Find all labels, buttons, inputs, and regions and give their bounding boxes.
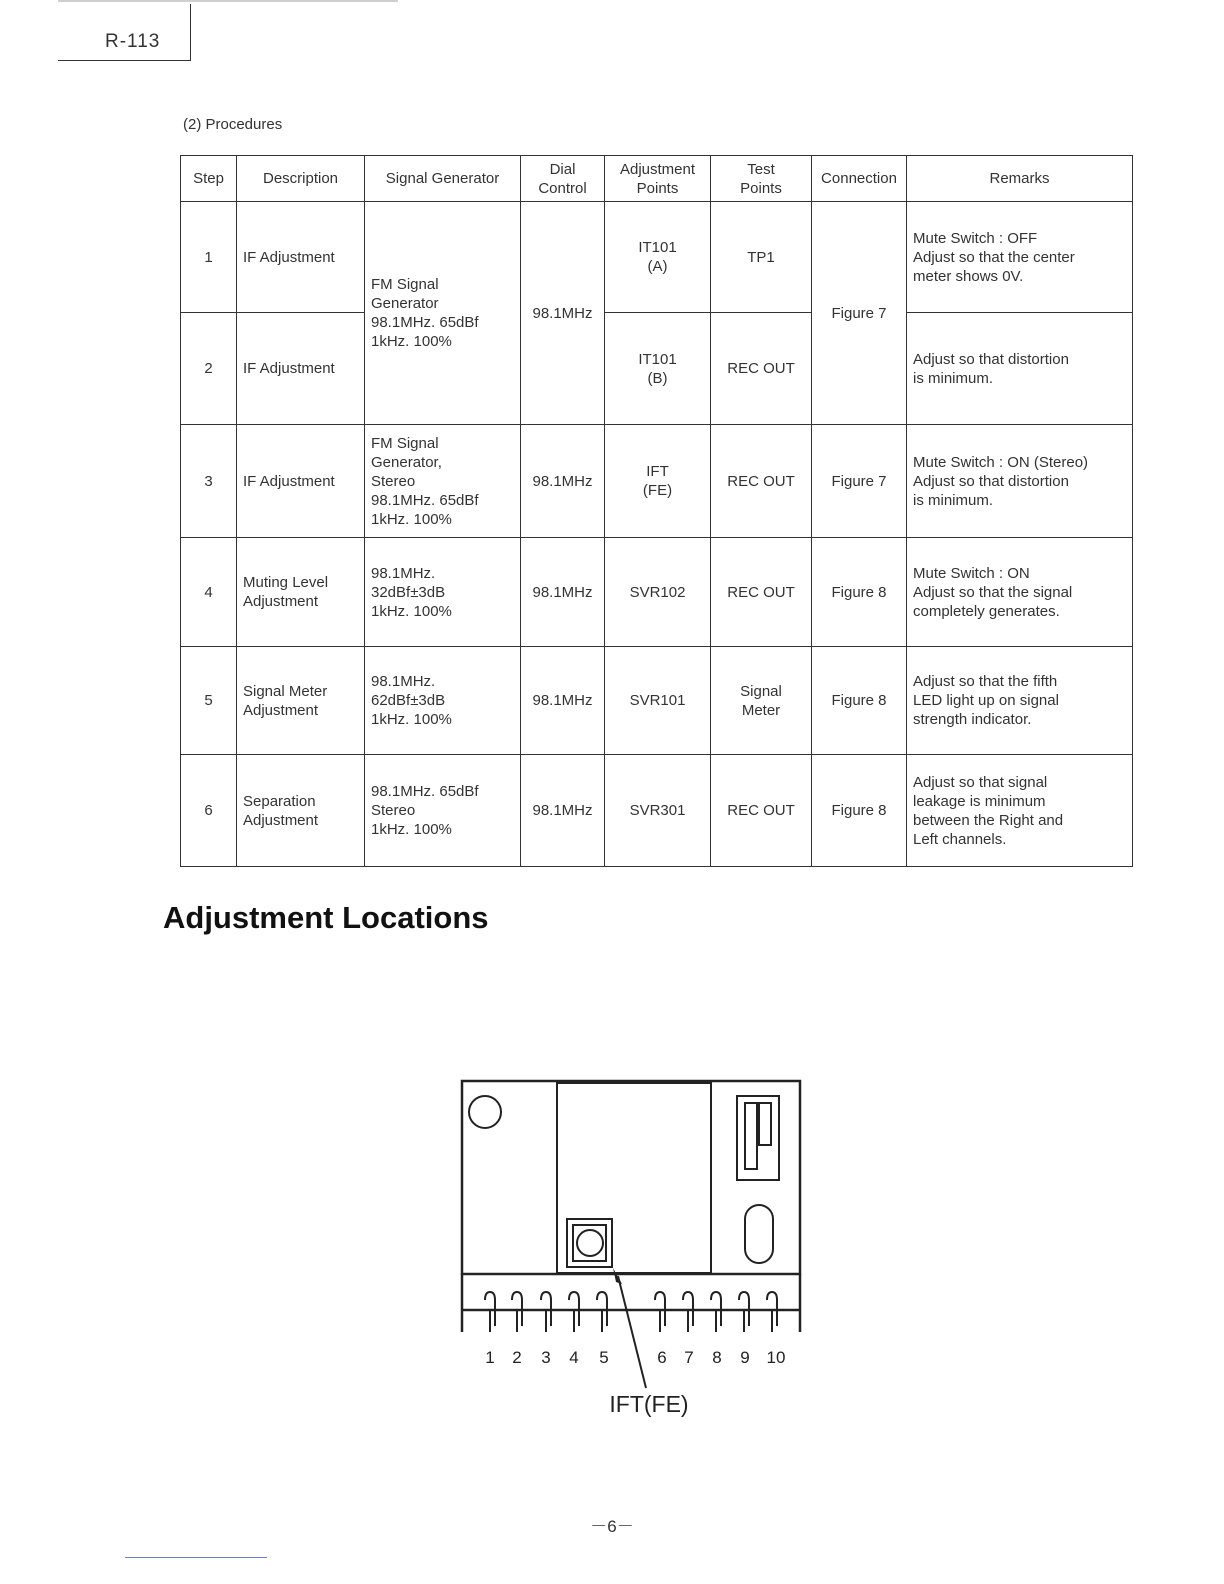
cell-remarks: Adjust so that the fifth LED light up on signal strength indicator. [907,647,1133,755]
model-code: R-113 [105,31,161,52]
cell-description: Separation Adjustment [237,755,365,867]
pin-label-8: 8 [712,1348,722,1367]
header-dial-control: Dial Control [521,156,605,202]
cell-step: 3 [181,425,237,538]
callout-arrowhead [613,1268,622,1284]
section-label: (2) Procedures [183,116,283,133]
cell-test-point: Signal Meter [711,647,812,755]
cell-signal-generator: FM Signal Generator, Stereo 98.1MHz. 65dBf 1kHz. 100% [365,425,521,538]
pin-label-5: 5 [599,1348,609,1367]
cell-dial: 98.1MHz [521,538,605,647]
cell-step: 2 [181,313,237,425]
table-row [181,647,1133,755]
cell-step: 6 [181,755,237,867]
cell-step: 5 [181,647,237,755]
header-test-points: Test Points [711,156,812,202]
table-row [181,538,1133,647]
oval-component [745,1205,773,1263]
cell-description: Signal Meter Adjustment [237,647,365,755]
cell-connection: Figure 7 [812,202,907,425]
table-row [181,755,1133,867]
cell-signal-generator: 98.1MHz. 65dBf Stereo 1kHz. 100% [365,755,521,867]
cell-adjustment-point: SVR301 [605,755,711,867]
cell-adjustment-point: IT101 (A) [605,202,711,313]
header-description: Description [237,156,365,202]
pin-label-2: 2 [512,1348,522,1367]
table-row [181,425,1133,538]
cell-test-point: REC OUT [711,313,812,425]
top-rule [58,0,398,2]
cell-connection: Figure 8 [812,538,907,647]
cell-adjustment-point: SVR101 [605,647,711,755]
header-step: Step [181,156,237,202]
cell-adjustment-point: IT101 (B) [605,313,711,425]
page-number: －6－ [590,1517,634,1536]
section-title: Adjustment Locations [163,900,489,935]
mounting-hole [469,1096,501,1128]
callout-line [618,1276,646,1388]
cell-dial: 98.1MHz [521,755,605,867]
cell-signal-generator: 98.1MHz. 32dBf±3dB 1kHz. 100% [365,538,521,647]
shield-section [557,1083,711,1273]
header-adjustment-points: Adjustment Points [605,156,711,202]
cell-connection: Figure 7 [812,425,907,538]
header-connection: Connection [812,156,907,202]
pin-label-1: 1 [485,1348,495,1367]
pin-label-4: 4 [569,1348,579,1367]
cell-test-point: TP1 [711,202,812,313]
pin-label-10: 10 [766,1348,786,1367]
connector-slot-right [759,1103,771,1145]
cell-step: 1 [181,202,237,313]
cell-signal-generator: 98.1MHz. 62dBf±3dB 1kHz. 100% [365,647,521,755]
cell-remarks: Mute Switch : OFF Adjust so that the center meter shows 0V. [907,202,1133,313]
bottom-link-line [125,1557,267,1558]
table-row [181,313,1133,425]
ift-coil-core [577,1230,603,1256]
callout-label: IFT(FE) [609,1391,689,1417]
cell-description: Muting Level Adjustment [237,538,365,647]
cell-test-point: REC OUT [711,425,812,538]
cell-test-point: REC OUT [711,538,812,647]
cell-description: IF Adjustment [237,313,365,425]
cell-signal-generator: FM Signal Generator 98.1MHz. 65dBf 1kHz. 100% [365,202,521,425]
pin-label-7: 7 [684,1348,694,1367]
cell-remarks: Mute Switch : ON (Stereo) Adjust so that distortion is minimum. [907,425,1133,538]
cell-description: IF Adjustment [237,202,365,313]
cell-adjustment-point: IFT (FE) [605,425,711,538]
procedures-table [180,155,1133,867]
header-signal-generator: Signal Generator [365,156,521,202]
cell-connection: Figure 8 [812,755,907,867]
cell-connection: Figure 8 [812,647,907,755]
header-remarks: Remarks [907,156,1133,202]
table-header-row [181,156,1133,202]
connector-slot-left [745,1103,757,1169]
cell-remarks: Adjust so that distortion is minimum. [907,313,1133,425]
cell-remarks: Adjust so that signal leakage is minimum between the Right and Left channels. [907,755,1133,867]
cell-adjustment-point: SVR102 [605,538,711,647]
cell-test-point: REC OUT [711,755,812,867]
model-box [58,4,191,61]
cell-dial: 98.1MHz [521,425,605,538]
cell-dial: 98.1MHz [521,647,605,755]
cell-dial: 98.1MHz [521,202,605,425]
adjustment-locations-diagram [440,1070,820,1430]
board-outline [462,1081,800,1274]
pin-label-6: 6 [657,1348,667,1367]
table-row [181,202,1133,313]
pin-label-3: 3 [541,1348,551,1367]
cell-description: IF Adjustment [237,425,365,538]
cell-step: 4 [181,538,237,647]
pin-label-9: 9 [740,1348,750,1367]
cell-remarks: Mute Switch : ON Adjust so that the signal completely generates. [907,538,1133,647]
